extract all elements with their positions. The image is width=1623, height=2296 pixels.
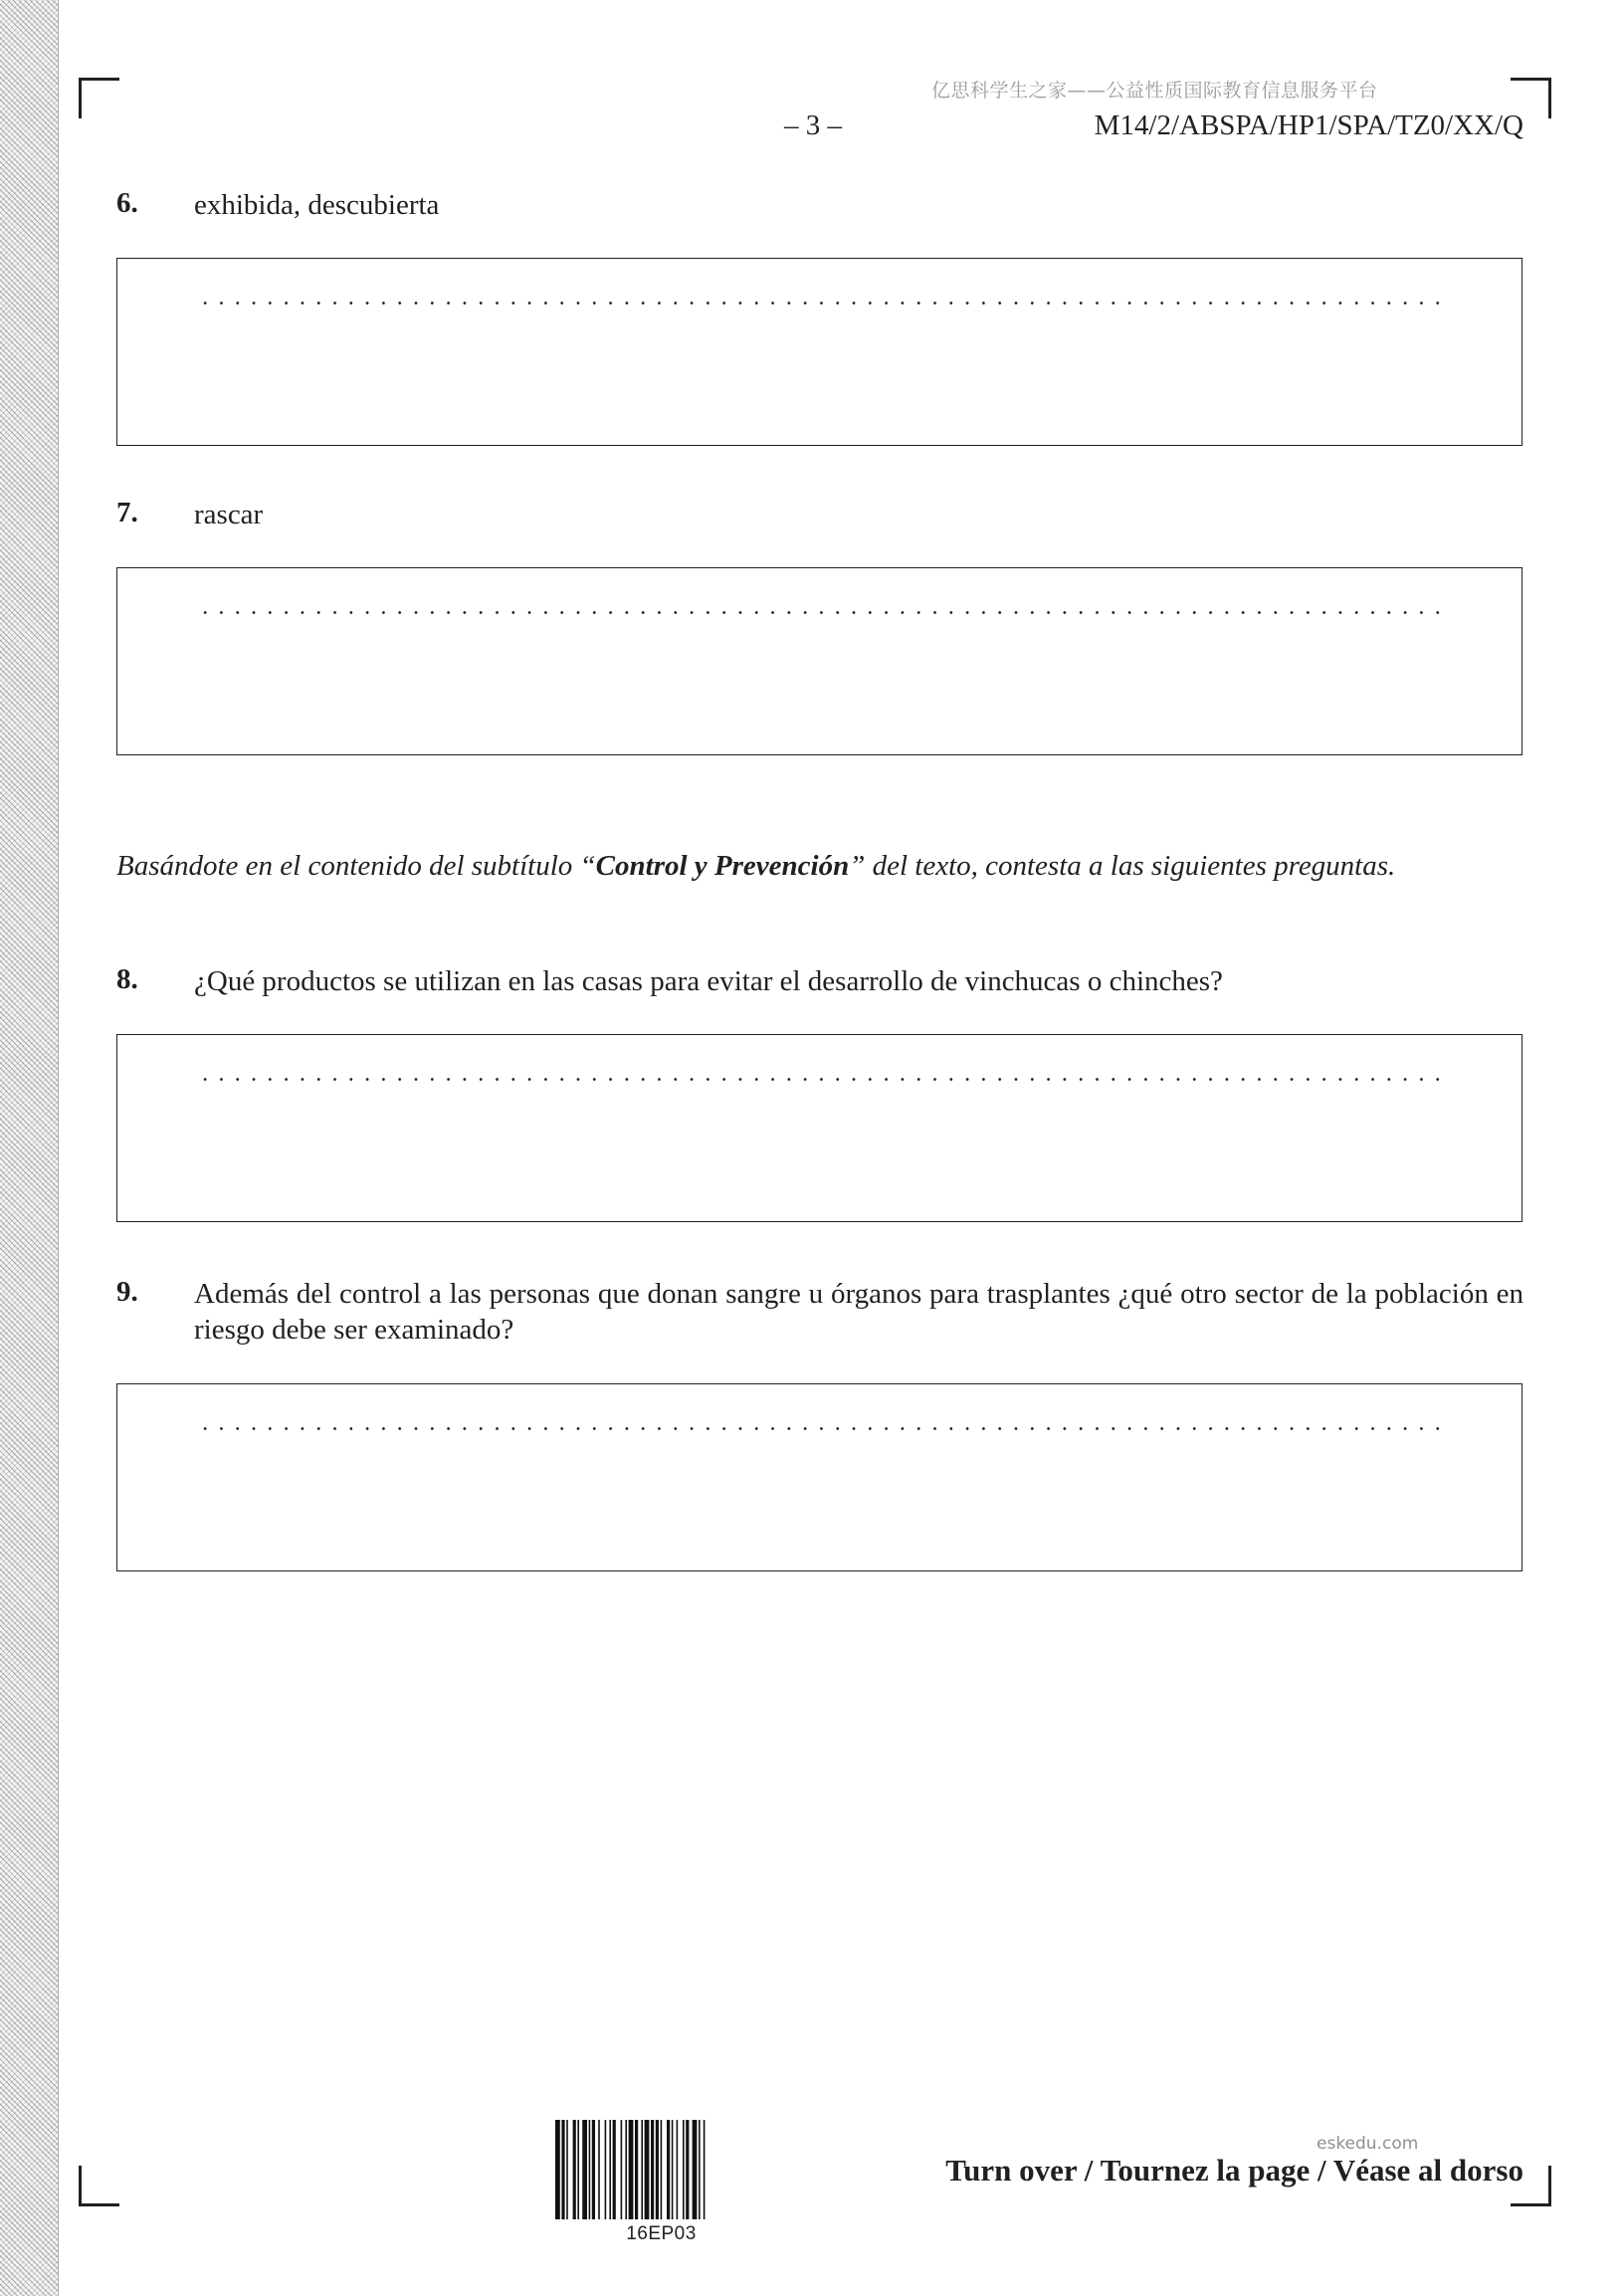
barcode-label: 16EP03 (626, 2223, 697, 2244)
page-number: – 3 – (784, 109, 842, 141)
instruction-text-end: ” del texto, contesta a las siguientes preguntas. (849, 850, 1396, 882)
answer-dotted-line (197, 1078, 1452, 1081)
question-7-text: rascar (194, 499, 264, 530)
instruction-text-start: Basándote en el contenido del subtítulo “ (116, 850, 596, 882)
crop-mark-top-left (79, 78, 119, 118)
answer-box-question-7[interactable] (116, 567, 1522, 755)
answer-dotted-line (197, 302, 1452, 305)
turn-over-text: Turn over / Tournez la page / Véase al dorso (945, 2153, 1523, 2188)
question-7-number: 7. (116, 497, 138, 528)
instruction-subtitle-emphasis: Control y Prevención (595, 850, 850, 882)
hatched-binding-margin (0, 0, 59, 2296)
question-8-text: ¿Qué productos se utilizan en las casas para evitar el desarrollo de vinchucas o chinches? (194, 965, 1223, 997)
answer-dotted-line (197, 1427, 1452, 1430)
crop-mark-bottom-left (79, 2166, 119, 2206)
answer-dotted-line (197, 611, 1452, 614)
answer-box-question-9[interactable] (116, 1383, 1522, 1571)
answer-box-question-8[interactable] (116, 1034, 1522, 1222)
section-instruction (116, 847, 1523, 885)
watermark-footer: eskedu.com (1317, 2134, 1419, 2154)
question-6-number: 6. (116, 187, 138, 219)
answer-box-question-6[interactable] (116, 258, 1522, 446)
exam-code: M14/2/ABSPA/HP1/SPA/TZ0/XX/Q (1094, 109, 1523, 141)
question-9-text: Además del control a las personas que donan sangre u órganos para trasplantes ¿qué otro sector de la población en riesgo debe ser examinado? (194, 1278, 1523, 1346)
barcode-icon (555, 2120, 767, 2219)
question-6-text: exhibida, descubierta (194, 189, 440, 221)
watermark-header: 亿思科学生之家——公益性质国际教育信息服务平台 (931, 80, 1378, 102)
question-8-number: 8. (116, 963, 138, 995)
question-9-number: 9. (116, 1276, 138, 1308)
